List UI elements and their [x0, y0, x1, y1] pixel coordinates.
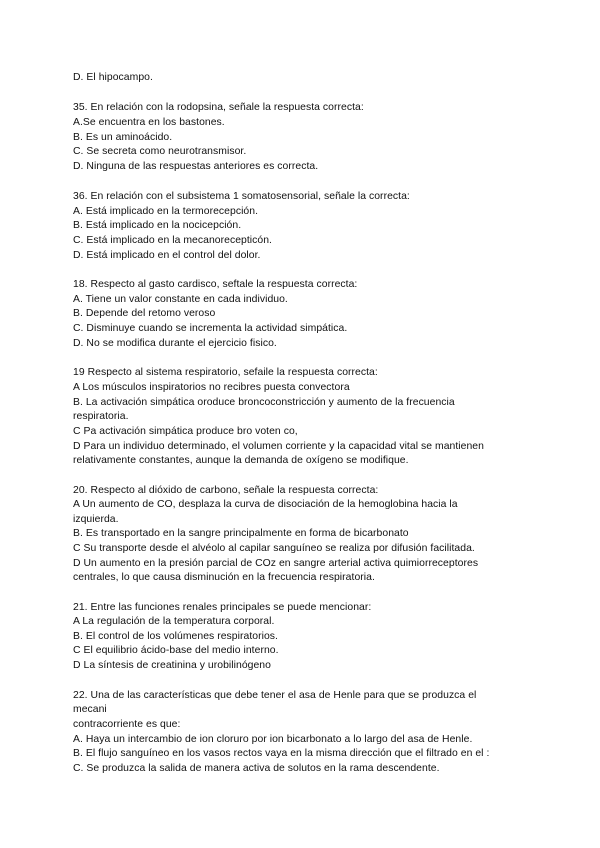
option-d: D. Ninguna de las respuestas anteriores es correcta.	[73, 161, 319, 172]
option-d-continued: relativamente constantes, aunque la demanda de oxígeno se modifique.	[73, 455, 409, 466]
question-19-heading: 19 Respecto al sistema respiratorio, sefaile la respuesta correcta:	[73, 367, 378, 378]
option-d: D La síntesis de creatinina y urobilinógeno	[73, 660, 271, 671]
option-b: B. El control de los volúmenes respiratorios.	[73, 631, 278, 642]
option-d: D Para un individuo determinado, el volumen corriente y la capacidad vital se mantienen	[73, 441, 484, 452]
option-a: A Un aumento de CO, desplaza la curva de disociación de la hemoglobina hacia la	[73, 499, 458, 510]
option-b-continued: respiratoria.	[73, 411, 129, 422]
question-21-heading: 21. Entre las funciones renales principales se puede mencionar:	[73, 602, 372, 613]
option-b: B. Es un aminoácido.	[73, 132, 173, 143]
option-c: C Su transporte desde el alvéolo al capilar sanguíneo se realiza por difusión facilitada.	[73, 543, 475, 554]
question-18-heading: 18. Respecto al gasto cardisco, seftale la respuesta correcta:	[73, 279, 358, 290]
question-36-heading: 36. En relación con el subsistema 1 somatosensorial, señale la correcta:	[73, 191, 410, 202]
question-22-heading-continued: contracorriente es que:	[73, 719, 181, 730]
option-d: D. No se modifica durante el ejercicio fisico.	[73, 338, 277, 349]
option-a: A. Tiene un valor constante en cada individuo.	[73, 294, 288, 305]
option-d-continued: centrales, lo que causa disminución en la frecuencia respiratoria.	[73, 572, 375, 583]
option-c: C El equilibrio ácido-base del medio interno.	[73, 645, 279, 656]
option-a: A. Está implicado en la termorecepción.	[73, 206, 259, 217]
option-b: B. Es transportado en la sangre principalmente en forma de bicarbonato	[73, 528, 409, 539]
option-b: B. Depende del retomo veroso	[73, 308, 216, 319]
option-a: A La regulación de la temperatura corporal.	[73, 616, 275, 627]
option-a: A.Se encuentra en los bastones.	[73, 117, 225, 128]
option-b: B. El flujo sanguíneo en los vasos rectos vaya en la misma dirección que el filtrado en el :	[73, 748, 490, 759]
option-b: B. La activación simpática oroduce broncoconstricción y aumento de la frecuencia	[73, 397, 455, 408]
option-c: C. Está implicado en la mecanorecepticón.	[73, 235, 272, 246]
question-22-heading-continued: mecani	[73, 704, 107, 715]
question-20-heading: 20. Respecto al dióxido de carbono, señale la respuesta correcta:	[73, 485, 379, 496]
option-c: C. Disminuye cuando se incrementa la actividad simpática.	[73, 323, 348, 334]
option-b: B. Está implicado en la nocicepción.	[73, 220, 242, 231]
option-a: A Los músculos inspiratorios no recibres puesta convectora	[73, 382, 350, 393]
option-a-continued: izquierda.	[73, 514, 119, 525]
option-c: C Pa activación simpática produce bro voten co,	[73, 426, 298, 437]
text-line: D. El hipocampo.	[73, 72, 153, 83]
option-d: D Un aumento en la presión parcial de COz en sangre arterial activa quimiorreceptores	[73, 558, 479, 569]
option-c: C. Se secreta como neurotransmisor.	[73, 146, 247, 157]
option-d: D. Está implicado en el control del dolor.	[73, 250, 261, 261]
question-22-heading: 22. Una de las características que debe tener el asa de Henle para que se produzca el	[73, 690, 477, 701]
option-a: A. Haya un intercambio de ion cloruro por ion bicarbonato a lo largo del asa de Henle.	[73, 734, 473, 745]
option-c: C. Se produzca la salida de manera activa de solutos en la rama descendente.	[73, 763, 440, 774]
question-35-heading: 35. En relación con la rodopsina, señale la respuesta correcta:	[73, 102, 364, 113]
